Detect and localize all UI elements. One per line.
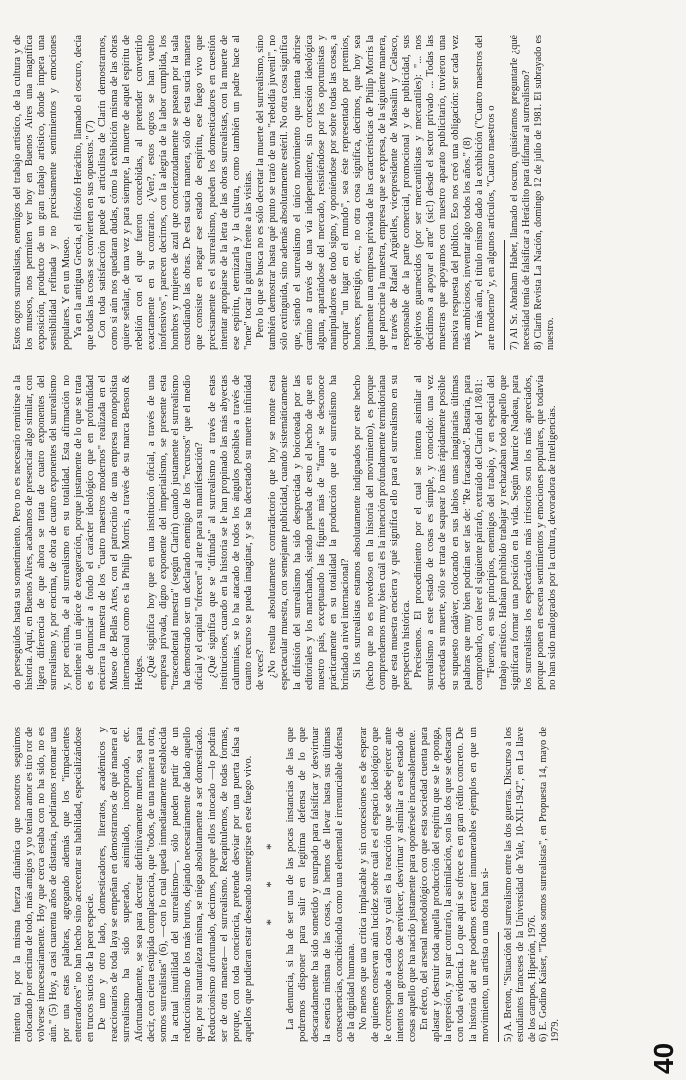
footnote-divider <box>504 240 505 350</box>
footnote-5: 5) A. Breton, "Situación del surrealismo entre las dos guerras. Discurso a los estudiantes franceses de la Universidad de Yale, 10-XII-1942", en La llave de los campos, Hiperión, 1976. <box>502 727 538 1042</box>
paragraph: No menos que una crítica implacable y sin concesiones es de esperar de quienes conservan aún lucidez sobre cuál es el espacio ideológico que le corresponde a cada cosa y cuál es la reacción que se debe ejercer ante intentos tan grotescos de envilecer, desvirtuar y asimilar a este estado de cosas aquello que ha nacido justamente para oponérsele incansablemente. <box>358 727 418 1042</box>
paragraph: ¿Qué significa que se "difunda" al surrealismo a través de estas instituciones, cuando en la historia se le han propinado las más abyectas calumnias, se lo ha atacado de todos los ángulos posibles a través de cuanto recurso se pueda imaginar, y se ha decretado su muerte infinidad de veces? <box>206 375 267 690</box>
paragraph: De uno y otro lado, domesticadores, literatos, académicos y reaccionarios de toda laya se empeñan en demostrarnos de qué manera el surrealismo ha sido superado, asimilado, incorporado, etc. Afortunadamente, se sea para decretar definitivamente muerto, sea para decir, con cierta estúpida complacencia, que "todos, de una manera u otra, somos surrealistas" (6), —con lo cual queda inmediatamente establecida la actual inutilidad del surrealismo—, sólo pueden partir de un reduccionismo de los más brutos, dejando necesariamente de lado aquello que, por su naturaleza misma, se niega absolutamente a ser domesticado. Reduccionismo afortunado, decimos, porque ellos intocado —lo podrán ser de otra manera— el surrealismo. Recapitulemos, de todas formas, porque, con toda conciencia, pretende desviar por una puerta falsa a aquellos que pudieran estar deseando sumergirse en ese fuego vivo. <box>97 727 254 1042</box>
text-column-3 <box>12 35 556 350</box>
footnote-divider <box>498 932 499 1042</box>
quotation: "Fueron, en sus principios, enemigos del trabajo, y en especial del trabajo artístico. Habían prohibido trabajar y rechazaban todo aquello que significara formar una posición en la vida. Según Maurice Nadeau, para los surrealistas los espectáculos más irrisorios son los más apreciados, porque ponen en escena sentimientos y emociones populares, que todavía no han sido malogrados por la cultura, devoradora de inteligencias. <box>486 375 558 690</box>
section-separator: * * * <box>263 829 279 926</box>
paragraph: do perseguidos hasta su sometimiento. Pero no es necesario remitirse a la historia. Aquí, en Buenos Aires, acabamos de presenciar algo similar, con ligera diferencia de que ahora se trata de cuatro exponentes del surrealismo y, por encima, de obra de cuatro exponentes del surrealismo y, por encima, de al surrealismo en su totalidad. Esta afirmación no contiene ni un ápice de exageración, porque justamente de lo que se trata es de denunciar a fondo el carácter ideológico que en profundidad encierra la muestra de los "cuatro maestros modernos" realizada en el Museo de Bellas Artes, con el patrocinio de una empresa monopolista internacional como es la Philip Morris, a través de su marca Benson & Hedges. <box>12 375 145 690</box>
text-column-2 <box>12 375 559 690</box>
text-column-1 <box>12 727 562 1042</box>
paragraph: Si los surrealistas estamos absolutamente indignados por este hecho (hecho que no es novedoso en la historia del movimiento), es porque comprendemos muy bien cuál es la intención profundamente termidoriana que esta muestra encierra y qué significa ello para el surrealismo en su perspectiva histórica. <box>352 375 412 690</box>
paragraph: Precisemos. El procedimiento por el cual se intenta asimilar al surrealismo a este estado de cosas es simple, y conocido: una vez decretada su muerte, sólo se trata de saquear lo más rápidamente posible su supuesto cadáver, colocando en sus labios unas imaginarias últimas palabras que muy bien podrían ser las de: "Re fracasado". Bastaría, para comprobarlo, con leer el siguiente párrafo, extraído del Clarín del 1/8/81: <box>413 375 485 690</box>
paragraph: Con toda satisfacción puede el articulista de Clarín demostrarnos, como si aún nos quedaran dudas, cómo la exhibición misma de las obras quiere señalar, de una vez y para siempre, la muerte de aquel espíritu de rebelión con el que fueron concebidas, al pretender convertirlo exactamente en su contrario. ¿Ven?, estos ogros se han vuelto inofensivos", parecen decirnos, con la alegría de la labor cumplida, los hombres y mujeres de azul que concienzudamente se pasean por la sala custodiando las obras. De esta sucia manera, sólo de esta sucia manera que consiste en negar ese estado de espíritu, ese fuego vivo que precisamente es el surrealismo, pueden los domesticadores en cuestión intentar apropiarse de la letra de las obras surrealistas, con la muerte de ese espíritu, eternizarla y la cultura, como también un padre hace al "nene" tocar la guitarra frente a las visitas. <box>97 35 254 350</box>
page-number: 40 <box>648 1042 679 1074</box>
paragraph: En efecto, del arsenal metodológico con que esta sociedad cuenta para aplastar y destruir toda aquella producción del espíritu que se le oponga, la represión, y su par contrario, la asimilación, son las dos que se destacan con toda evidencia. Lo que aquí se ofrece es en gran rédito concreto. De la historia del arte podemos extraer innumerables ejemplos en que un movimiento, un artista o una obra han si- <box>419 727 491 1042</box>
paragraph: Pero lo que se busca no es sólo decretar la muerte del surrealismo, sino también demostrar hasta qué punto se trató de una "rebeldía juvenil", no sólo extinguida, sino además absolutamente estéril. No otra cosa significa que, siendo el surrealismo el único movimiento que intenta abrirse camino a través de una vía independiente, sin concesión ideológica alguna, apartándose del mercado, resistiéndose por los oportunistas y manipuladores de todo signo, y oponiéndose por sobre todas las cosas, a ocupar "un lugar en el mundo", sea éste representado por premios, honores, prestigio, etc., no otra cosa significa, decimos, que hoy sea justamente una empresa privada de las características de Philip Morris la que patrocine la muestra, empresa que se expresa, de la siguiente manera, a través de Rafael Argüelles, vicepresidente de Massalin y Celasco, responsable de la parte comercial, promocional y de publicidad, sus objetivos guarnecidos (por ser mercantilistas y mercantiles): "... nos decidimos a apoyar el arte" (sic!) desde el sector privado ... Todas las muestras que apoyamos con nuestro aparato publicitario, tuvieron una masiva respuesta del público. Eso nos creó una obligación: ser cada vez más ambiciosos, inventar algo todos los años." (8) <box>255 35 473 350</box>
paragraph: Estos ogros surrealistas, enemigos del trabajo artístico, de la cultura y de los museos, nos permiten ver hoy en Buenos Aires una magnífica exposición, producto de un gran trabajo artístico, donde impera una sensibilidad refinada y no precisamente sentimientos y emociones populares. Y en un Museo. <box>12 35 72 350</box>
paragraph: ¿No resulta absolutamente contradictorio que hoy se monte esta espectacular muestra, con semejante publicidad, cuando sistemáticamente la difusión del surrealismo ha sido despreciada y boicoteada por las editoriales y los marchands, siendo prueba de esto el hecho de que en nuestro país, exceptuando las figuras más de "fama" se desconoce prácticamente en su totalidad la producción que el surrealismo ha brindado a nivel internacional? <box>267 375 352 690</box>
paragraph: La denuncia, si ha de ser una de las pocas instancias de las que podremos disponer para salir en legítima defensa de lo que descaradamente ha sido sometido y usurpado para falsificar y desvirtuar la esencia misma de las cosas, la hemos de llevar hasta sus últimas consecuencias, concibiéndola como una elemental e irrenunciable defensa de la dignidad humana. <box>285 727 358 1042</box>
paragraph: ¿Qué significa hoy que en una institución oficial, a través de una empresa privada, digno exponente del imperialismo, se presente esta "trascendental muestra" (según Clarín) cuando justamente el surrealismo ha demostrado ser un declarado enemigo de los "recursos" que el medio oficial y el capital "ofrecen" al arte para su manifestación? <box>145 375 206 690</box>
footnote-8: 8) Clarín Revista La Nación, domingo 12 de julio de 1981. El subrayado es nuestro. <box>532 35 556 350</box>
paragraph: miento tal, por la misma fuerza dinámica que nosotros seguimos colocando por encima de todo, más amigos y yo tenían amor es tiro ror de volverse innecesariamente. Hoy que cerca estaba con no ha sido, no es aún." (5) Hoy, a casi cuarenta años de distancia, podríamos retomar una por una estas palabras, agregando además que los "impacientes enterradores" no han hecho sino acrecentar su habilidad, especializándose en trucos sucios de la peor especie. <box>12 727 96 1042</box>
footnote-7: 7) Al Sr. Abraham Haber, llamado el oscuro, quisiéramos preguntarle ¿qué necesidad tenía de falsificar a Heráclito para difamar al surrealismo? <box>509 35 533 350</box>
footnote-6: 6) E. Godino Kaiser, "Todos somos surrealistas", en Propuesta 14, mayo de 1979. <box>538 727 562 1042</box>
paragraph: Y más aún, el título mismo dado a la exhibición ("Cuatro maestros del arte moderno" y, en algunos artículos, "Cuatro maestros o <box>473 35 498 350</box>
paragraph: Ya en la antigua Grecia, el filósofo Heráclito, llamado el oscuro, decía que todas las cosas se convierten en sus opuestos." (7) <box>72 35 96 350</box>
